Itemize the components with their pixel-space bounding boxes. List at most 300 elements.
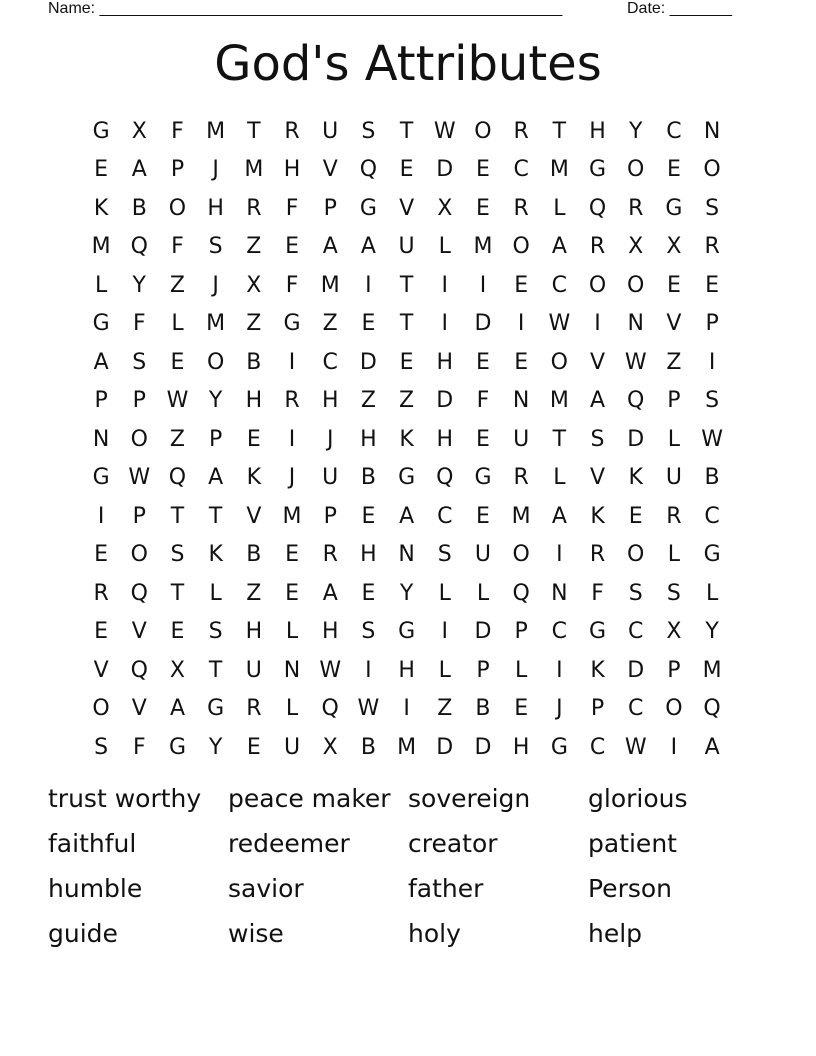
grid-letter: E [476,503,490,529]
grid-letter: I [556,542,563,568]
grid-letter: L [94,272,108,298]
grid-letter: L [515,657,528,683]
grid-letter: I [97,503,105,529]
grid-letter: H [436,349,454,375]
grid-letter: Y [132,272,146,298]
grid-row [82,189,731,228]
grid-letter: I [365,272,372,298]
grid-letter: A [590,388,606,414]
grid-row [82,690,731,729]
grid-letter: E [170,349,185,375]
grid-letter: G [168,734,186,760]
grid-letter: W [319,657,342,683]
grid-letter: N [627,311,644,337]
grid-letter: P [170,157,185,183]
grid-letter: N [551,580,568,606]
grid-letter: Q [168,465,187,491]
grid-letter: B [475,696,491,722]
grid-letter: C [437,503,453,529]
grid-letter: H [360,542,377,568]
grid-letter: N [92,426,110,452]
grid-letter: G [92,118,110,144]
grid-letter: R [246,195,262,221]
grid-letter: S [208,619,223,645]
grid-letter: H [398,657,415,683]
grid-letter: O [474,118,492,144]
grid-letter: C [628,619,644,645]
grid-letter: U [322,118,339,144]
grid-letter: H [512,734,530,760]
grid-letter: R [589,234,606,260]
grid-letter: W [128,465,151,491]
grid-letter: F [285,195,299,221]
grid-letter: V [131,619,147,645]
grid-letter: E [361,580,376,606]
grid-letter: A [131,157,147,183]
grid-letter: F [285,272,299,298]
grid-letter: T [552,426,567,452]
grid-letter: E [285,234,299,260]
grid-row [82,536,731,575]
grid-letter: A [360,234,376,260]
grid-letter: J [212,157,219,183]
grid-letter: T [247,118,261,144]
grid-letter: R [628,195,644,221]
grid-letter: Z [169,272,185,298]
grid-letter: Z [246,580,262,606]
grid-letter: Z [399,388,415,414]
word-bank-item: peace maker [228,784,391,813]
grid-letter: E [399,349,414,375]
grid-letter: R [704,234,720,260]
grid-letter: L [553,465,566,491]
grid-letter: X [666,234,682,260]
grid-letter: S [437,542,452,568]
word-bank-item: savior [228,874,304,903]
grid-letter: Q [627,388,645,414]
grid-letter: P [705,311,719,337]
grid-letter: H [589,118,606,144]
grid-letter: L [171,311,184,337]
grid-letter: R [513,465,529,491]
grid-letter: T [399,311,414,337]
grid-letter: S [628,580,643,606]
grid-letter: A [208,465,224,491]
word-bank [48,780,768,953]
worksheet-header [0,0,816,20]
grid-letter: U [513,426,530,452]
page-title: God's Attributes [214,36,602,92]
grid-letter: H [245,388,263,414]
grid-letter: G [207,696,225,722]
grid-letter: W [701,426,723,452]
grid-letter: M [320,272,340,298]
grid-letter: E [285,542,299,568]
grid-letter: I [441,272,449,298]
grid-letter: O [512,542,530,568]
grid-letter: E [666,272,681,298]
grid-letter: S [666,580,681,606]
word-bank-item: humble [48,874,143,903]
grid-letter: W [548,311,571,337]
grid-letter: C [322,349,338,375]
grid-letter: D [436,157,454,183]
grid-letter: G [589,619,607,645]
grid-letter: D [359,349,377,375]
grid-letter: B [704,465,720,491]
word-bank-item: patient [588,829,677,858]
grid-letter: A [93,349,109,375]
grid-letter: E [94,157,109,183]
grid-letter: A [169,696,185,722]
grid-letter: S [208,234,223,260]
grid-letter: Y [628,118,643,144]
grid-letter: M [397,734,417,760]
grid-letter: O [512,234,530,260]
grid-letter: Z [246,311,262,337]
grid-letter: M [549,388,569,414]
grid-letter: B [360,734,376,760]
grid-letter: C [628,696,644,722]
grid-letter: D [436,734,454,760]
letter-grid [82,112,731,767]
grid-letter: L [667,426,681,452]
grid-letter: E [94,542,109,568]
grid-letter: D [627,657,645,683]
grid-letter: V [666,311,682,337]
grid-letter: O [665,696,683,722]
grid-letter: M [282,503,302,529]
grid-letter: I [365,657,372,683]
grid-letter: Y [208,388,223,414]
grid-letter: E [246,426,261,452]
grid-letter: B [246,542,262,568]
word-bank-item: help [588,919,643,948]
grid-letter: H [207,195,224,221]
grid-letter: E [705,272,720,298]
grid-letter: K [246,465,262,491]
grid-letter: V [246,503,262,529]
grid-row [82,382,731,421]
grid-letter: T [552,118,567,144]
grid-letter: S [705,388,720,414]
grid-letter: I [594,311,601,337]
grid-letter: N [512,388,530,414]
grid-letter: T [208,657,223,683]
grid-letter: B [246,349,262,375]
grid-letter: E [476,426,490,452]
grid-letter: E [94,619,109,645]
grid-letter: O [588,272,607,298]
grid-letter: G [92,465,110,491]
grid-letter: J [212,272,219,298]
grid-row [82,651,731,690]
grid-letter: E [170,619,185,645]
grid-letter: D [474,311,492,337]
grid-letter: E [514,696,529,722]
grid-letter: O [130,542,148,568]
grid-letter: N [398,542,415,568]
grid-letter: X [169,657,185,683]
grid-letter: G [703,542,721,568]
grid-letter: V [590,349,606,375]
grid-letter: X [437,195,453,221]
grid-letter: S [132,349,147,375]
word-bank-item: creator [408,829,498,858]
grid-letter: P [514,619,528,645]
word-bank-item: trust worthy [48,784,202,813]
grid-letter: G [92,311,110,337]
grid-letter: S [94,734,109,760]
grid-letter: K [590,657,605,683]
grid-letter: F [591,580,604,606]
date-line: Date: _______ [627,0,732,17]
word-bank-item: wise [228,919,284,948]
grid-letter: E [628,503,643,529]
word-bank-item: father [408,874,484,903]
grid-letter: F [171,118,184,144]
grid-letter: D [436,388,454,414]
grid-letter: I [708,349,716,375]
name-line: Name: ____________________________________________________ [48,0,563,17]
grid-letter: P [323,195,337,221]
grid-letter: W [433,118,456,144]
grid-letter: C [551,619,568,645]
grid-letter: T [170,503,185,529]
grid-letter: L [285,696,299,722]
grid-letter: T [208,503,223,529]
grid-letter: V [131,696,147,722]
grid-letter: P [94,388,108,414]
grid-row [82,266,731,305]
grid-letter: Z [246,234,262,260]
grid-letter: Y [399,580,414,606]
grid-letter: Q [130,657,148,683]
grid-letter: L [553,195,566,221]
grid-letter: Z [666,349,682,375]
grid-letter: E [476,157,490,183]
grid-letter: A [399,503,415,529]
grid-letter: E [476,195,490,221]
grid-row [82,112,731,151]
grid-letter: Q [130,234,148,260]
grid-letter: R [666,503,682,529]
grid-letter: L [209,580,222,606]
grid-letter: O [550,349,568,375]
grid-letter: E [285,580,299,606]
grid-letter: S [170,542,185,568]
grid-letter: M [473,234,493,260]
grid-letter: V [590,465,606,491]
grid-letter: I [670,734,678,760]
grid-letter: L [438,234,451,260]
grid-letter: A [322,234,338,260]
grid-letter: L [285,619,299,645]
grid-letter: V [322,157,338,183]
grid-letter: J [288,465,296,491]
grid-letter: X [322,734,338,760]
grid-letter: O [627,157,645,183]
grid-letter: S [361,619,376,645]
grid-letter: F [132,734,146,760]
grid-letter: P [590,696,605,722]
grid-letter: W [357,696,380,722]
grid-letter: U [398,234,415,260]
grid-letter: W [624,349,647,375]
grid-letter: E [361,503,376,529]
grid-letter: O [130,426,148,452]
grid-letter: Q [321,696,339,722]
grid-letter: M [511,503,531,529]
grid-letter: I [479,272,487,298]
grid-letter: R [246,696,262,722]
grid-letter: Q [512,580,530,606]
grid-letter: Q [703,696,721,722]
grid-letter: C [666,118,682,144]
grid-letter: R [589,542,606,568]
grid-letter: Z [360,388,376,414]
word-bank-item: sovereign [408,784,531,813]
grid-letter: S [361,118,376,144]
grid-letter: R [284,388,300,414]
grid-letter: D [474,734,492,760]
grid-row [82,728,731,767]
grid-letter: Q [359,157,378,183]
grid-letter: U [283,734,301,760]
grid-letter: A [704,734,720,760]
grid-letter: H [321,388,339,414]
grid-letter: C [513,157,529,183]
grid-row [82,420,731,459]
grid-letter: N [703,118,721,144]
grid-letter: F [132,311,146,337]
grid-letter: P [476,657,490,683]
grid-letter: W [166,388,189,414]
grid-letter: R [93,580,109,606]
grid-letter: E [399,157,414,183]
grid-letter: O [206,349,225,375]
grid-letter: Z [169,426,185,452]
grid-letter: X [131,118,147,144]
grid-letter: E [361,311,376,337]
grid-letter: E [246,734,261,760]
grid-letter: A [551,503,567,529]
grid-letter: H [360,426,377,452]
grid-letter: F [476,388,490,414]
grid-letter: G [550,734,568,760]
grid-letter: M [206,311,226,337]
grid-letter: C [589,734,606,760]
grid-letter: L [667,542,681,568]
grid-letter: G [359,195,377,221]
grid-letter: K [208,542,223,568]
grid-row [82,228,731,267]
grid-letter: M [91,234,111,260]
grid-letter: O [703,157,721,183]
grid-letter: R [513,118,529,144]
grid-letter: J [326,426,334,452]
grid-letter: E [514,272,529,298]
grid-letter: E [476,349,490,375]
grid-letter: Z [437,696,453,722]
grid-letter: M [244,157,264,183]
grid-letter: R [513,195,529,221]
grid-letter: Y [705,619,719,645]
grid-letter: L [705,580,719,606]
word-bank-item: redeemer [228,829,350,858]
grid-letter: T [170,580,185,606]
grid-letter: O [627,272,645,298]
word-bank-item: Person [588,874,673,903]
grid-letter: X [666,619,682,645]
grid-letter: H [283,157,301,183]
grid-letter: I [441,311,449,337]
word-bank-item: faithful [48,829,137,858]
grid-letter: L [438,657,451,683]
grid-letter: I [556,657,563,683]
grid-letter: Q [130,580,148,606]
grid-letter: K [399,426,414,452]
grid-letter: L [476,580,490,606]
grid-letter: O [627,542,645,568]
grid-letter: M [549,157,569,183]
grid-row [82,459,731,498]
grid-letter: I [403,696,410,722]
grid-letter: N [283,657,301,683]
grid-letter: Z [322,311,338,337]
grid-letter: P [323,503,337,529]
grid-letter: E [514,349,529,375]
grid-letter: Q [588,195,607,221]
grid-letter: J [556,696,563,722]
grid-letter: T [399,272,414,298]
grid-letter: G [665,195,683,221]
grid-letter: K [590,503,605,529]
grid-row [82,613,731,652]
grid-letter: Y [208,734,223,760]
grid-letter: U [245,657,262,683]
grid-letter: A [551,234,567,260]
grid-letter: G [398,465,416,491]
word-bank-item: glorious [588,784,688,813]
grid-letter: E [666,157,681,183]
grid-letter: S [590,426,605,452]
word-bank-item: guide [48,919,118,948]
grid-letter: K [93,195,109,221]
grid-letter: V [399,195,415,221]
grid-letter: C [704,503,720,529]
grid-letter: P [132,388,146,414]
grid-letter: I [288,349,296,375]
grid-row [82,151,731,190]
grid-letter: K [628,465,643,491]
grid-letter: H [436,426,454,452]
grid-letter: P [209,426,223,452]
grid-letter: L [438,580,451,606]
grid-letter: P [667,388,681,414]
grid-row [82,574,731,613]
grid-letter: T [399,118,414,144]
grid-letter: B [131,195,147,221]
grid-letter: D [627,426,645,452]
grid-row [82,497,731,536]
grid-letter: G [474,465,492,491]
grid-letter: X [628,234,644,260]
grid-letter: G [398,619,416,645]
grid-letter: G [283,311,301,337]
grid-letter: M [206,118,226,144]
grid-letter: O [92,696,110,722]
